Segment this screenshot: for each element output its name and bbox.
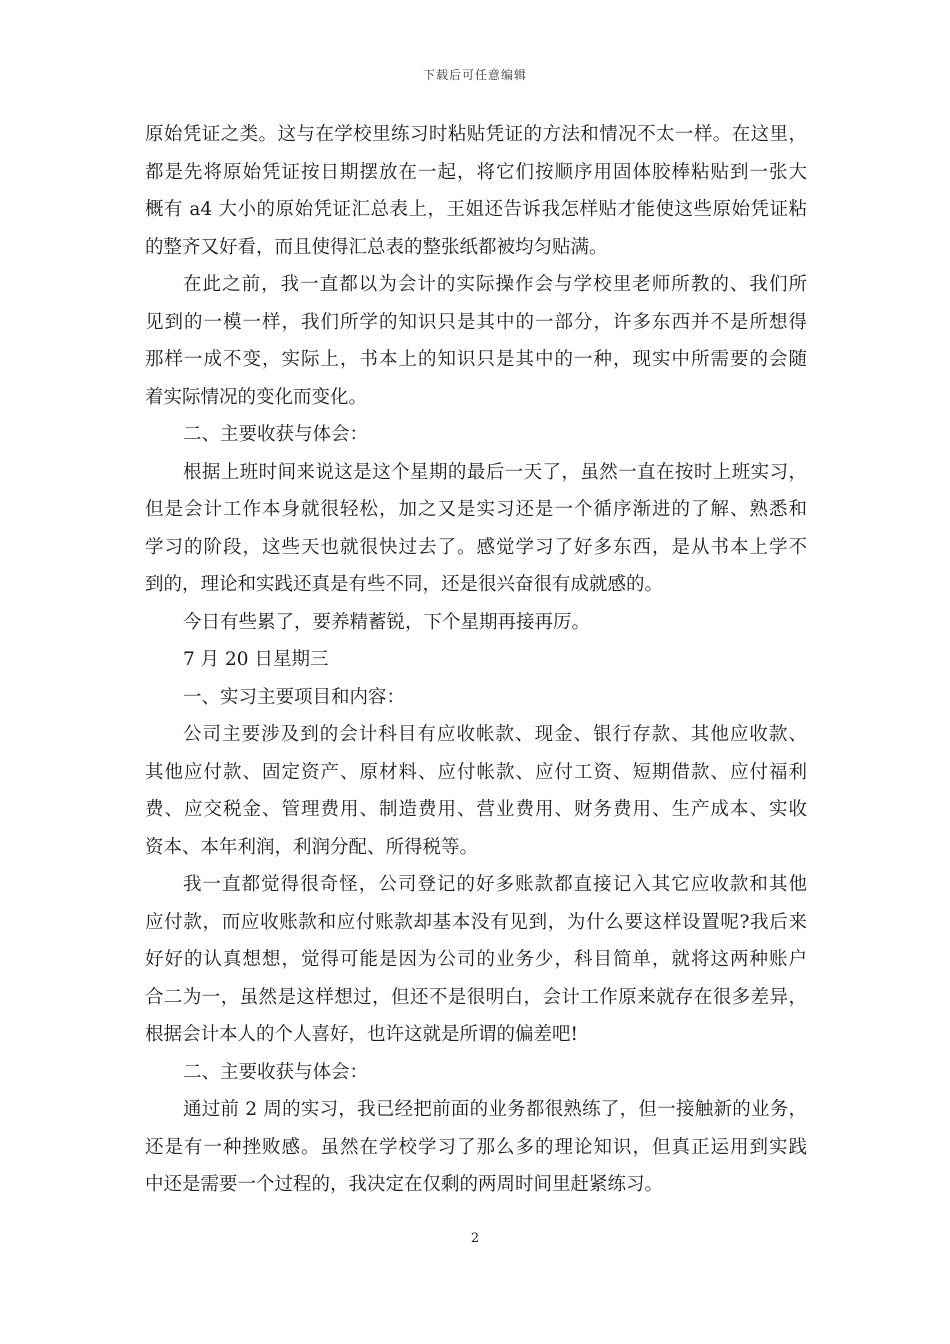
- body-line: 公司主要涉及到的会计科目有应收帐款、现金、银行存款、其他应收款、: [183, 724, 807, 745]
- body-line: 都是先将原始凭证按日期摆放在一起，将它们按顺序用固体胶棒粘贴到一张大: [145, 161, 807, 183]
- body-line: 但是会计工作本身就很轻松，加之又是实习还是一个循序渐进的了解、熟悉和: [145, 499, 807, 520]
- body-line: 中还是需要一个过程的，我决定在仅剩的两周时间里赶紧练习。: [145, 1174, 664, 1195]
- body-line: 其他应付款、固定资产、原材料、应付帐款、应付工资、短期借款、应付福利: [145, 761, 807, 783]
- section-heading: 一、实习主要项目和内容：: [183, 686, 406, 708]
- body-line: 着实际情况的变化而变化。: [145, 386, 368, 408]
- page-header: 下载后可任意编辑: [422, 68, 527, 82]
- body-line: 到的，理论和实践还真是有些不同，还是很兴奋很有成就感的。: [145, 574, 664, 595]
- date-heading: 7 月 20 日星期三: [183, 649, 329, 670]
- section-heading: 二、主要收获与体会：: [183, 1061, 369, 1083]
- page-number: 2: [470, 1231, 480, 1246]
- body-line: 概有 a4 大小的原始凭证汇总表上，王姐还告诉我怎样贴才能使这些原始凭证粘: [145, 199, 807, 220]
- body-line: 学习的阶段，这些天也就很快过去了。感觉学习了好多东西，是从书本上学不: [145, 536, 807, 558]
- body-line: 原始凭证之类。这与在学校里练习时粘贴凭证的方法和情况不太一样。在这里，: [145, 124, 807, 145]
- body-line: 资本、本年利润，利润分配、所得税等。: [145, 836, 479, 858]
- section-heading: 二、主要收获与体会：: [183, 424, 369, 445]
- body-line: 通过前 2 周的实习，我已经把前面的业务都很熟练了，但一接触新的业务，: [183, 1099, 807, 1120]
- body-line: 费、应交税金、管理费用、制造费用、营业费用、财务费用、生产成本、实收: [145, 799, 807, 820]
- body-line: 的整齐又好看，而且使得汇总表的整张纸都被均匀贴满。: [145, 236, 608, 258]
- document-body: [145, 116, 807, 1204]
- body-line: 根据会计本人的个人喜好，也许这就是所谓的偏差吧!: [145, 1024, 578, 1045]
- body-line: 我一直都觉得很奇怪，公司登记的好多账款都直接记入其它应收款和其他: [183, 874, 807, 895]
- body-line: 那样一成不变，实际上，书本上的知识只是其中的一种，现实中所需要的会随: [145, 349, 807, 370]
- body-line: 还是有一种挫败感。虽然在学校学习了那么多的理论知识，但真正运用到实践: [145, 1136, 807, 1158]
- body-line: 见到的一模一样，我们所学的知识只是其中的一部分，许多东西并不是所想得: [145, 311, 807, 333]
- body-line: 应付款，而应收账款和应付账款却基本没有见到，为什么要这样设置呢?我后来: [145, 911, 807, 933]
- body-line: 合二为一，虽然是这样想过，但还不是很明白，会计工作原来就存在很多差异，: [145, 986, 807, 1008]
- body-line: 在此之前，我一直都以为会计的实际操作会与学校里老师所教的、我们所: [183, 274, 807, 295]
- body-line: 好好的认真想想，觉得可能是因为公司的业务少，科目简单，就将这两种账户: [145, 949, 807, 970]
- body-line: 今日有些累了，要养精蓄锐，下个星期再接再厉。: [183, 611, 591, 633]
- body-line: 根据上班时间来说这是这个星期的最后一天了，虽然一直在按时上班实习，: [183, 461, 807, 483]
